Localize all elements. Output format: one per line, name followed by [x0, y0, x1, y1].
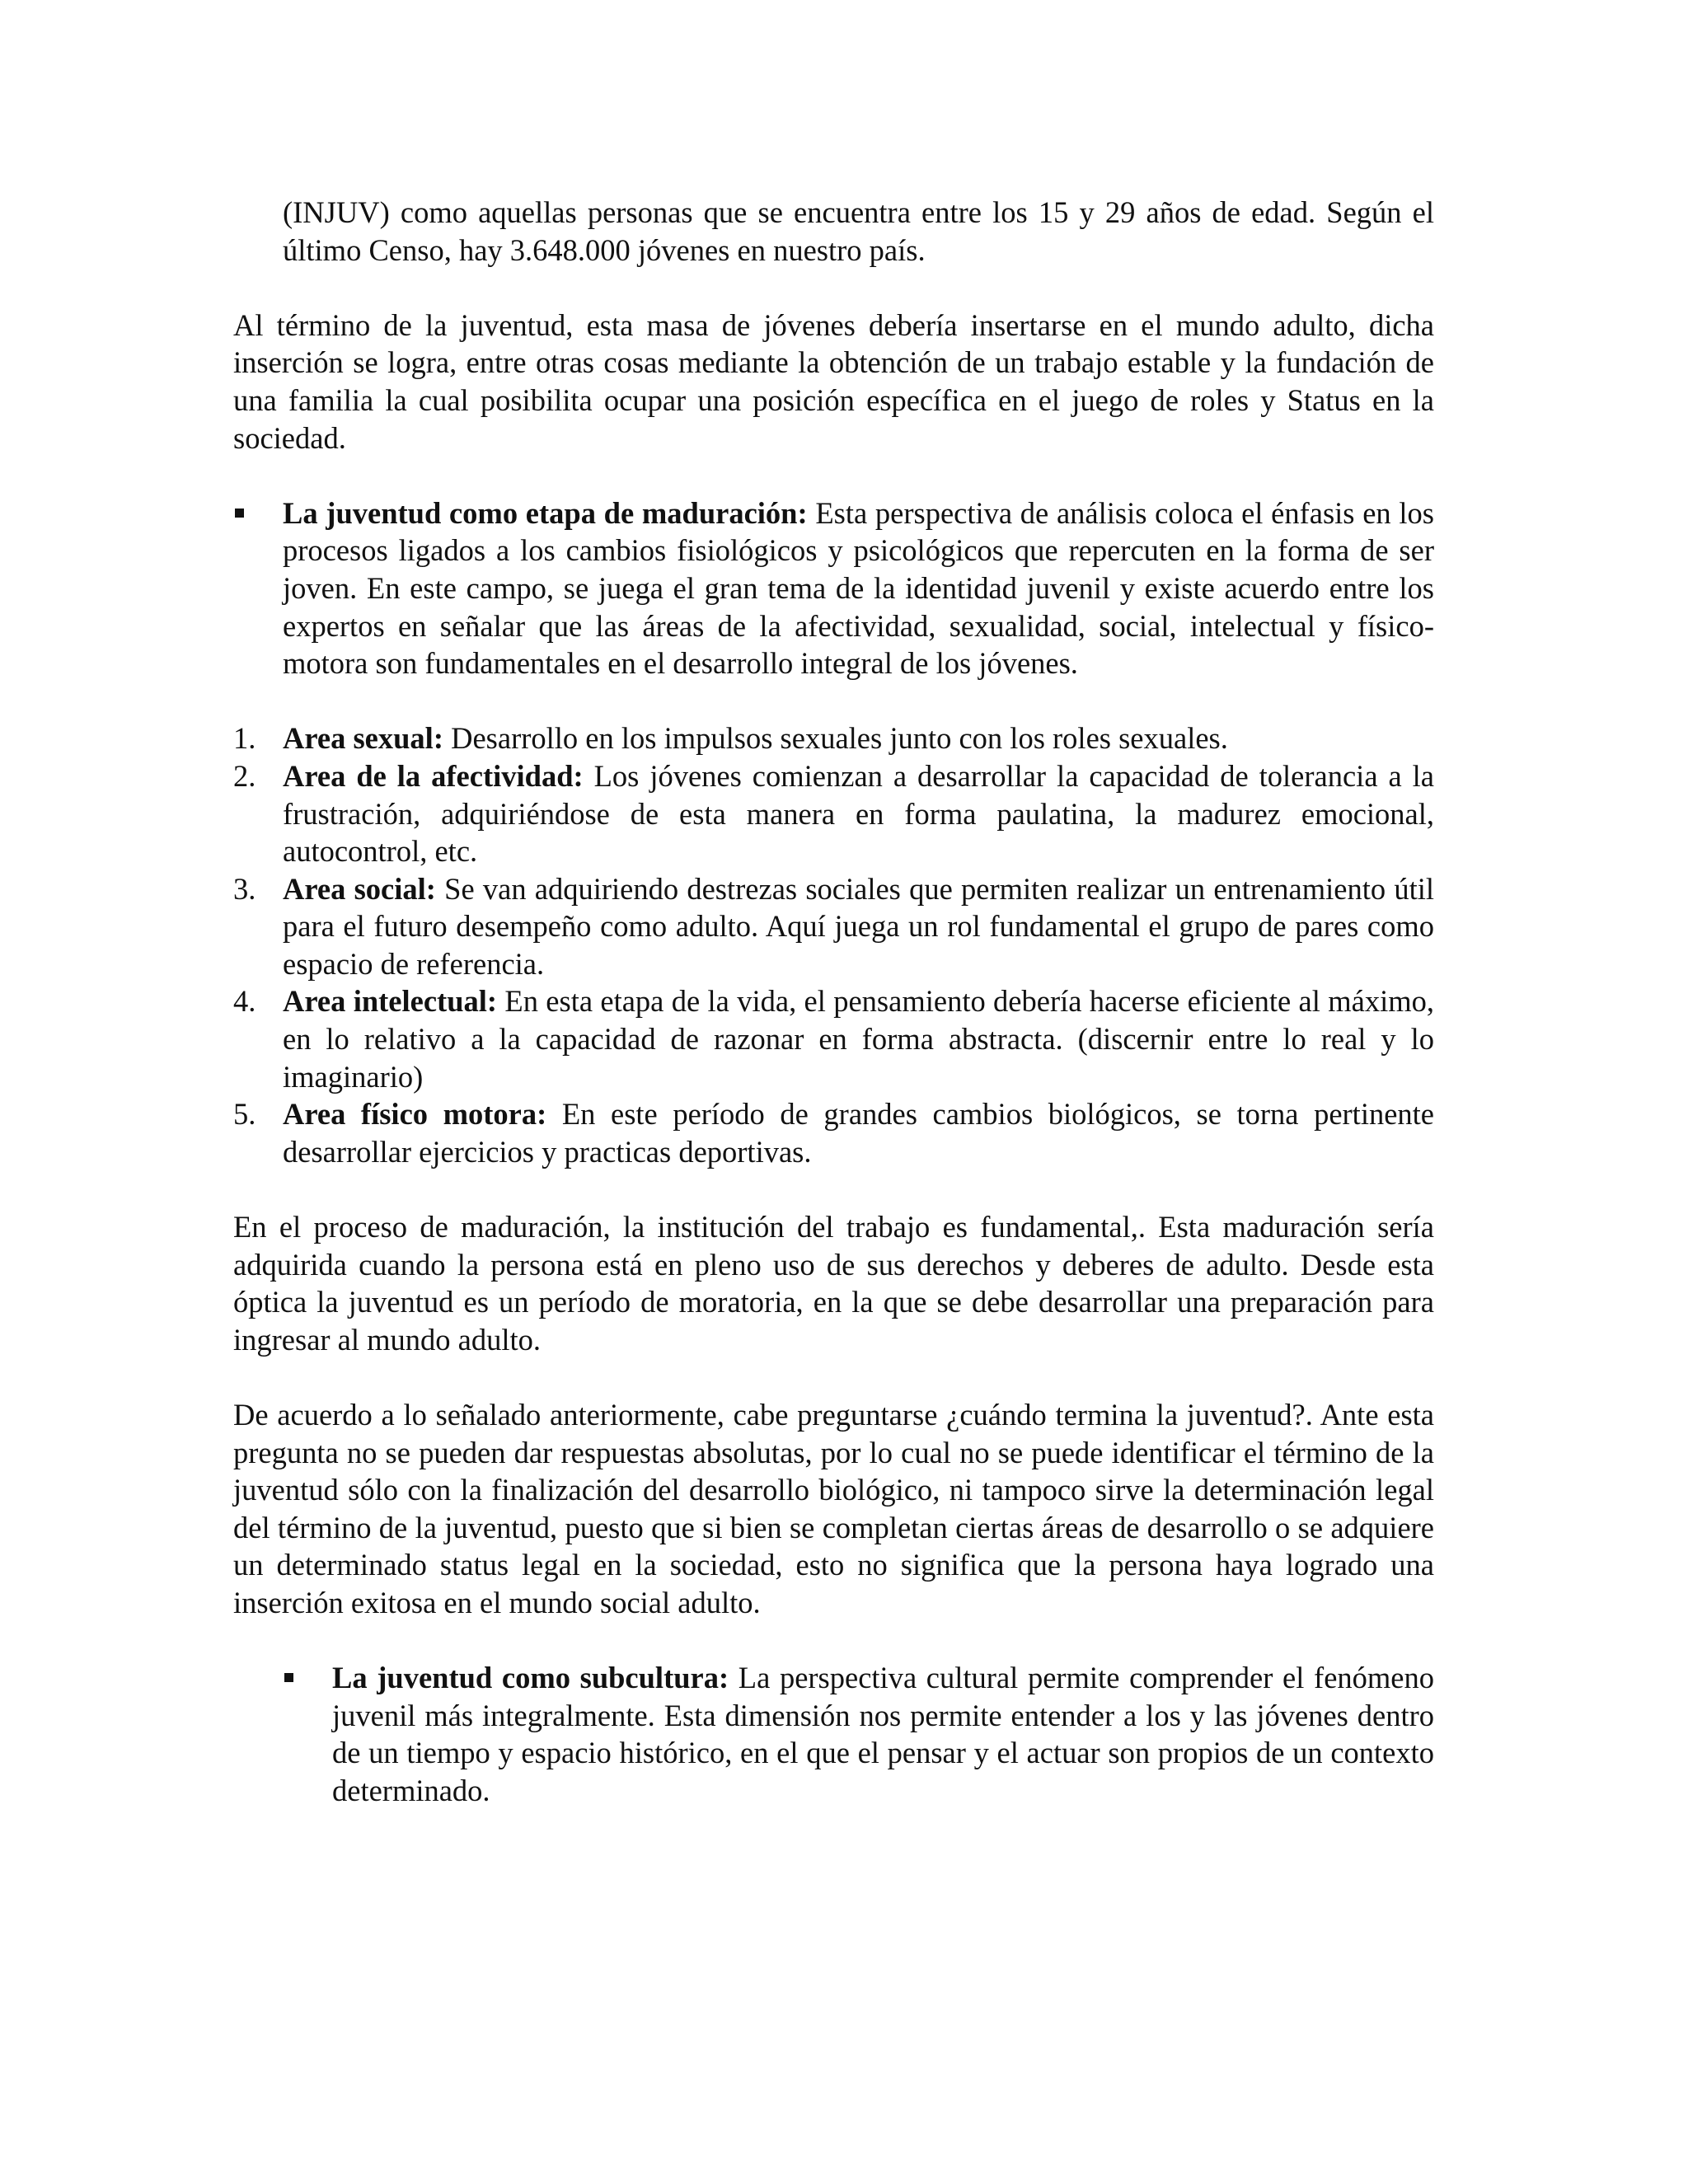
- list-item: [233, 982, 1434, 1095]
- list-item-title: Area físico motora:: [283, 1097, 547, 1132]
- square-bullet-icon: [284, 1673, 293, 1682]
- list-number: 1.: [233, 721, 256, 756]
- list-item-text: En este período de grandes cambios biológicos, se torna pertinente desarrollar ejercicios y practicas deportivas.: [283, 1097, 1435, 1169]
- list-item: [233, 870, 1434, 983]
- paragraph-termino: De acuerdo a lo señalado anteriormente, cabe preguntarse ¿cuándo termina la juventud?. Ante esta pregunta no se pueden dar respuestas absolutas, por lo cual no se puede identificar el término de la juventud sólo con la finalización del desarrollo biológico, ni tampoco sirve la determinación legal del término de la juventud, puesto que si bien se completan ciertas áreas de desarrollo o se adquiere un determinado status legal en la sociedad, esto no significa que la persona haya logrado una inserción exitosa en el mundo social adulto.: [233, 1398, 1434, 1619]
- list-number: 2.: [233, 758, 256, 793]
- list-number: 3.: [233, 871, 256, 906]
- list-item-title: Area social:: [283, 871, 436, 906]
- bullet-maduracion: [233, 494, 1434, 682]
- square-bullet-icon: [235, 509, 244, 518]
- list-number: 4.: [233, 984, 256, 1019]
- list-item-text: En esta etapa de la vida, el pensamiento debería hacerse eficiente al máximo, en lo relativo a la capacidad de razonar en forma abstracta. (discernir entre lo real y lo imaginario): [283, 984, 1434, 1094]
- bullet-subcultura: [283, 1659, 1434, 1809]
- list-item-text: Los jóvenes comienzan a desarrollar la capacidad de tolerancia a la frustración, adquiriéndose de esta manera en forma paulatina, la madurez emocional, autocontrol, etc.: [283, 758, 1434, 869]
- list-item-title: Area sexual:: [283, 721, 443, 756]
- list-item: [233, 1095, 1434, 1170]
- paragraph-insertion: Al término de la juventud, esta masa de jóvenes debería insertarse en el mundo adulto, dicha inserción se logra, entre otras cosas mediante la obtención de un trabajo estable y la fundación de una familia la cual posibilita ocupar una posición específica en el juego de roles y Status en la sociedad.: [233, 307, 1434, 455]
- list-item: [233, 757, 1434, 870]
- list-number: 5.: [233, 1097, 256, 1132]
- list-item-text: Se van adquiriendo destrezas sociales que permiten realizar un entrenamiento útil para el futuro desempeño como adulto. Aquí juega un rol fundamental el grupo de pares como espacio de referencia.: [283, 871, 1434, 981]
- bullet-subcultura-title: La juventud como subcultura:: [332, 1661, 729, 1695]
- paragraph-trabajo: En el proceso de maduración, la institución del trabajo es fundamental,. Esta maduración sería adquirida cuando la persona está en pleno uso de sus derechos y deberes de adulto. Desde esta óptica la juventud es un período de moratoria, en la que se debe desarrollar una preparación para ingresar al mundo adulto.: [233, 1210, 1434, 1357]
- list-item-text: Desarrollo en los impulsos sexuales junto con los roles sexuales.: [443, 721, 1228, 756]
- list-item: [233, 719, 1434, 757]
- bullet-maduracion-title: La juventud como etapa de maduración:: [283, 495, 808, 530]
- document-page: [233, 194, 1434, 1810]
- intro-continuation: (INJUV) como aquellas personas que se encuentra entre los 15 y 29 años de edad. Según el último Censo, hay 3.648.000 jóvenes en nuestro país.: [283, 195, 1434, 267]
- areas-list: [233, 719, 1434, 1170]
- list-item-title: Area intelectual:: [283, 984, 498, 1019]
- bullet-maduracion-text: Esta perspectiva de análisis coloca el énfasis en los procesos ligados a los cambios fisiológicos y psicológicos que repercuten en la forma de ser joven. En este campo, se juega el gran tema de la identidad juvenil y existe acuerdo entre los expertos en señalar que las áreas de la afectividad, sexualidad, social, intelectual y físico-motora son fundamentales en el desarrollo integral de los jóvenes.: [283, 495, 1434, 681]
- bullet-subcultura-text: La perspectiva cultural permite comprender el fenómeno juvenil más integralmente. Esta dimensión nos permite entender a los y las jóvenes dentro de un tiempo y espacio histórico, en el que el pensar y el actuar son propios de un contexto determinado.: [332, 1661, 1434, 1807]
- list-item-title: Area de la afectividad:: [283, 758, 584, 793]
